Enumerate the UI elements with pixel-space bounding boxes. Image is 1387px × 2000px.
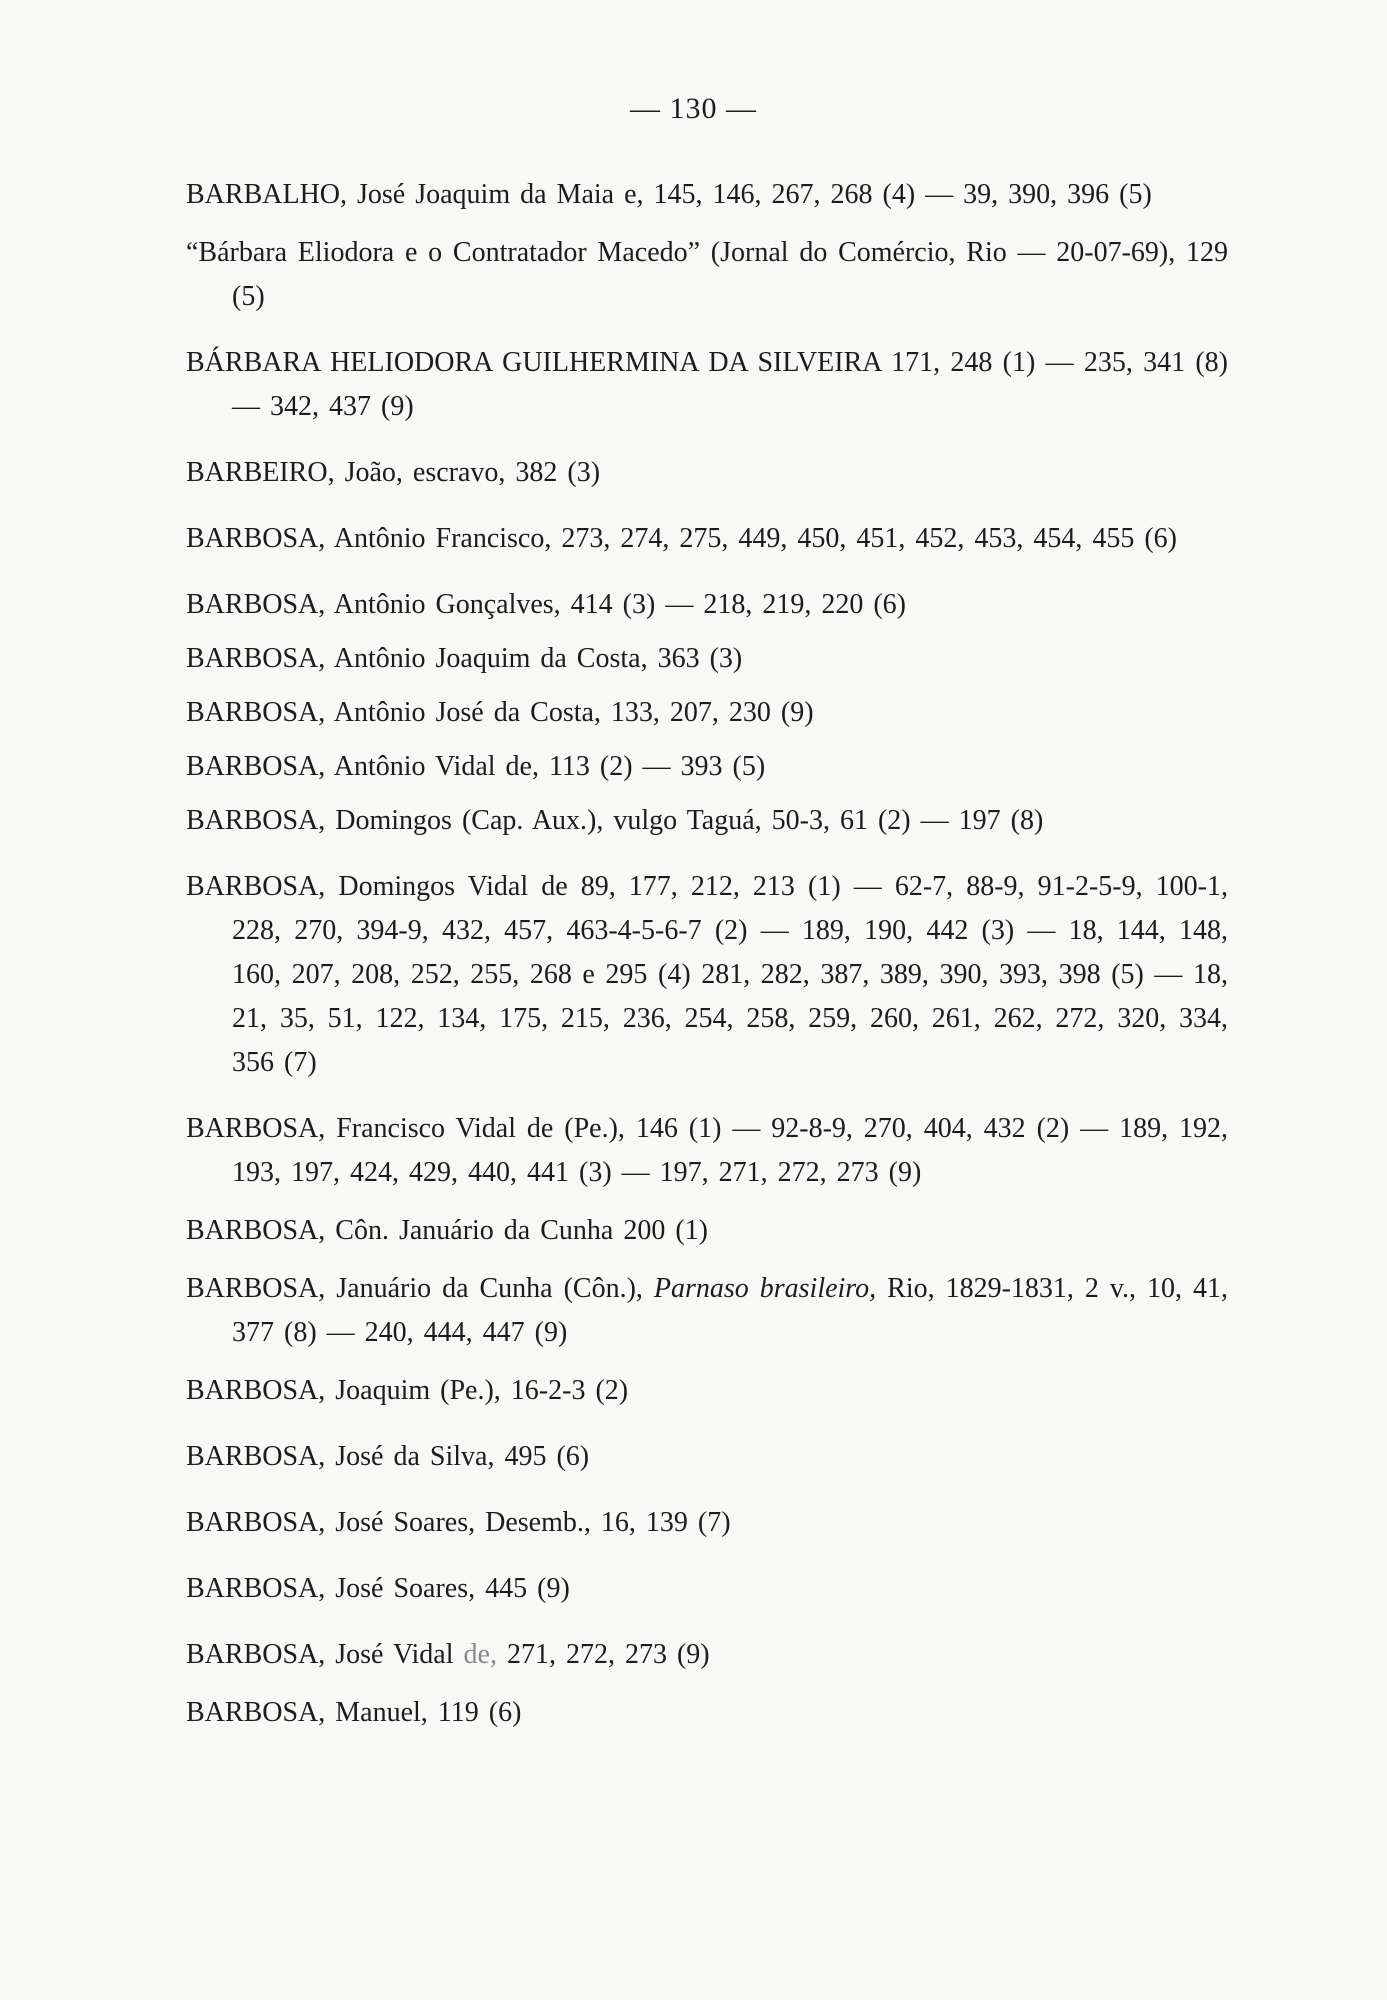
index-entry (186, 583, 1228, 627)
entry-heading: BARBOSA, (186, 1697, 326, 1728)
entry-references: Côn. Januário da Cunha 200 (1) (325, 1215, 708, 1246)
index-entry (186, 1369, 1228, 1413)
entry-references: Antônio Francisco, 273, 274, 275, 449, 450, 451, 452, 453, 454, 455 (6) (325, 523, 1178, 554)
entry-references: Rio, 1829-1831, 2 v., 10, 41, 377 (8) — 240, 444, 447 (9) (232, 1273, 1229, 1348)
entry-references: Francisco Vidal de (Pe.), 146 (1) — 92-8-9, 270, 404, 432 (2) — 189, 192, 193, 197, 424, 429, 440, 441 (3) — 197, 271, 272, 273 (9) (232, 1113, 1228, 1188)
entry-heading: BARBOSA, (186, 643, 326, 674)
entry-references: José da Silva, 495 (6) (325, 1441, 590, 1472)
index-entry (186, 1267, 1228, 1355)
entry-heading: BARBOSA, (186, 1573, 326, 1604)
entry-references: Antônio Joaquim da Costa, 363 (3) (325, 643, 743, 674)
page-number: — 130 — (630, 92, 757, 125)
entry-references: (Jornal do Comércio, Rio — 20-07-69), 129 (5) (232, 237, 1228, 312)
entry-references: José Vidal (325, 1639, 464, 1670)
entry-references: 271, 272, 273 (9) (496, 1639, 710, 1670)
entry-heading: BARBOSA, (186, 1113, 326, 1144)
index-entry (186, 1209, 1228, 1253)
index-entry (186, 231, 1228, 319)
entry-heading: BARBOSA, (186, 589, 326, 620)
entry-references: Manuel, 119 (6) (325, 1697, 522, 1728)
entry-heading: BARBOSA, (186, 805, 326, 836)
entry-heading: BARBOSA, (186, 1639, 326, 1670)
index-entry (186, 1107, 1228, 1195)
entry-heading: BARBOSA, (186, 751, 326, 782)
book-title: Parnaso brasileiro, (653, 1273, 877, 1304)
entry-references: Domingos (Cap. Aux.), vulgo Taguá, 50-3, 61 (2) — 197 (8) (325, 805, 1044, 836)
index-entry (186, 637, 1228, 681)
entry-heading: BÁRBARA HELIODORA GUILHERMINA DA SILVEIRA (186, 347, 881, 378)
entry-heading: BARBOSA, (186, 697, 326, 728)
index-entry (186, 799, 1228, 843)
entry-heading: BARBOSA, (186, 1375, 326, 1406)
index-entries (186, 173, 1228, 1735)
entry-heading: BARBOSA, (186, 523, 326, 554)
entry-references: João, escravo, 382 (3) (334, 457, 601, 488)
entry-heading: BARBOSA, (186, 1441, 326, 1472)
entry-heading: BARBEIRO, (186, 457, 335, 488)
entry-references: Antônio Gonçalves, 414 (3) — 218, 219, 220 (6) (325, 589, 906, 620)
index-entry (186, 173, 1228, 217)
entry-references: Antônio Vidal de, 113 (2) — 393 (5) (325, 751, 766, 782)
index-entry (186, 1501, 1228, 1545)
entry-references: José Soares, 445 (9) (325, 1573, 570, 1604)
entry-heading: BARBALHO, (186, 179, 348, 210)
entry-references: Januário da Cunha (Côn.), (325, 1273, 654, 1304)
entry-references: Antônio José da Costa, 133, 207, 230 (9) (325, 697, 814, 728)
entry-references: José Joaquim da Maia e, 145, 146, 267, 268 (4) — 39, 390, 396 (5) (347, 179, 1152, 210)
index-entry (186, 1567, 1228, 1611)
entry-heading: BARBOSA, (186, 1273, 326, 1304)
entry-references: 171, 248 (1) — 235, 341 (8) — 342, 437 (9) (232, 347, 1228, 422)
index-entry (186, 451, 1228, 495)
entry-heading: BARBOSA, (186, 1507, 326, 1538)
index-entry (186, 517, 1228, 561)
faded-text: de, (463, 1639, 497, 1670)
entry-references: Joaquim (Pe.), 16-2-3 (2) (325, 1375, 629, 1406)
index-entry (186, 341, 1228, 429)
entry-references: José Soares, Desemb., 16, 139 (7) (325, 1507, 731, 1538)
index-entry (186, 691, 1228, 735)
index-entry (186, 745, 1228, 789)
index-entry (186, 1633, 1228, 1677)
index-entry (186, 865, 1228, 1085)
entry-references: Domingos Vidal de 89, 177, 212, 213 (1) — 62-7, 88-9, 91-2-5-9, 100-1, 228, 270, 394-9, 432, 457, 463-4-5-6-7 (2) — 189, 190, 442 (3) — 18, 144, 148, 160, 207, 208, 252, 255, 268 e 295 (4) 281, 282, 387, 389, 390, 393, 398 (5) — 18, 21, 35, 51, 122, 134, 175, 215, 236, 254, 258, 259, 260, 261, 262, 272, 320, 334, 356 (7) (232, 871, 1228, 1078)
index-entry (186, 1435, 1228, 1479)
index-entry (186, 1691, 1228, 1735)
entry-heading: BARBOSA, (186, 1215, 326, 1246)
entry-heading: BARBOSA, (186, 871, 326, 902)
entry-heading: “Bárbara Eliodora e o Contratador Macedo” (186, 237, 701, 268)
